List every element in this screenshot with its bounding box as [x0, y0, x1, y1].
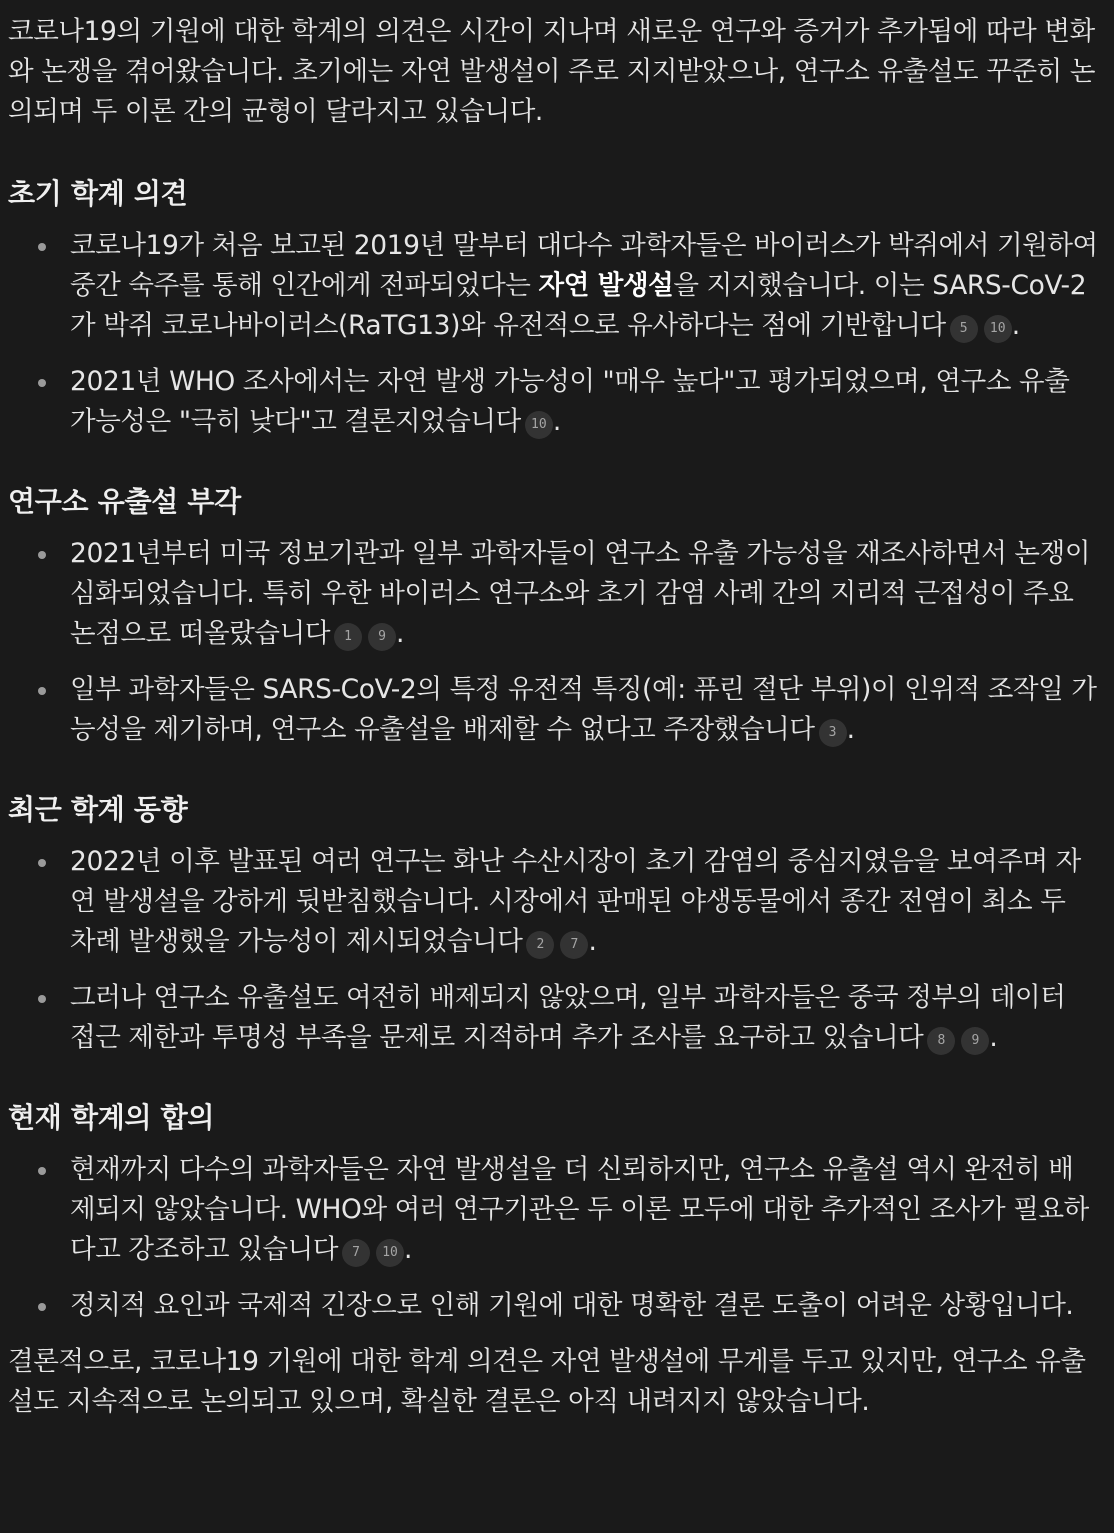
item-text: 그러나 연구소 유출설도 여전히 배제되지 않았으며, 일부 과학자들은 중국 정부의 데이터 접근 제한과 투명성 부족을 문제로 지적하며 추가 조사를 요구하고 있습니다 [70, 982, 1066, 1053]
citation-badge[interactable]: 8 [927, 1027, 955, 1055]
sentence-end: . [404, 1234, 413, 1265]
bold-term: 자연 발생설 [538, 270, 674, 301]
bullet-list [8, 534, 1098, 750]
citation-badge[interactable]: 2 [526, 931, 554, 959]
bullet-list [8, 226, 1098, 442]
section-heading-lab-leak: 연구소 유출설 부각 [8, 485, 241, 518]
sentence-end: . [846, 714, 855, 745]
list-item [8, 362, 1098, 442]
citation-badge[interactable]: 10 [525, 411, 553, 439]
sentence-end: . [588, 926, 597, 957]
list-item [8, 1150, 1098, 1270]
citation-badge[interactable]: 9 [368, 623, 396, 651]
bullet-list [8, 842, 1098, 1058]
sentence-end: . [1011, 310, 1020, 341]
item-text: 2021년 WHO 조사에서는 자연 발생 가능성이 "매우 높다"고 평가되었으며, 연구소 유출 가능성은 "극히 낮다"고 결론지었습니다 [70, 366, 1070, 437]
citation-badge[interactable]: 9 [961, 1027, 989, 1055]
list-item [8, 1286, 1098, 1326]
citation-badge[interactable]: 7 [342, 1239, 370, 1267]
list-item [8, 842, 1098, 962]
sentence-end: . [396, 618, 405, 649]
citation-badge[interactable]: 3 [819, 719, 847, 747]
item-text: 을 지지했습니다. 이는 SARS-CoV-2가 박쥐 코로나바이러스(RaTG13)와 유전적으로 유사하다는 점에 기반합니다 [70, 270, 1087, 341]
item-text: 2022년 이후 발표된 여러 연구는 화난 수산시장이 초기 감염의 중심지였음을 보여주며 자연 발생설을 강하게 뒷받침했습니다. 시장에서 판매된 야생동물에서 종간 전염이 최소 두 차례 발생했을 가능성이 제시되었습니다 [70, 846, 1081, 957]
citation-badge[interactable]: 5 [950, 315, 978, 343]
list-item [8, 670, 1098, 750]
item-text: 2021년부터 미국 정보기관과 일부 과학자들이 연구소 유출 가능성을 재조사하면서 논쟁이 심화되었습니다. 특히 우한 바이러스 연구소와 초기 감염 사례 간의 지리적 근접성이 주요 논점으로 떠올랐습니다 [70, 538, 1091, 649]
section-heading-early-opinion: 초기 학계 의견 [8, 177, 188, 210]
bullet-list [8, 1150, 1098, 1326]
sentence-end: . [552, 406, 561, 437]
citation-badge[interactable]: 10 [376, 1239, 404, 1267]
item-text: 코로나19가 처음 보고된 2019년 말부터 대다수 과학자들은 바이러스가 박쥐에서 기원하여 중간 숙주를 통해 인간에게 전파되었다는 [70, 230, 1098, 301]
item-text: 현재까지 다수의 과학자들은 자연 발생설을 더 신뢰하지만, 연구소 유출설 역시 완전히 배제되지 않았습니다. WHO와 여러 연구기관은 두 이론 모두에 대한 추가적인 조사가 필요하다고 강조하고 있습니다 [70, 1154, 1089, 1265]
citation-badge[interactable]: 10 [984, 315, 1012, 343]
list-item [8, 226, 1098, 346]
item-text: 정치적 요인과 국제적 긴장으로 인해 기원에 대한 명확한 결론 도출이 어려운 상황입니다. [70, 1290, 1074, 1321]
sentence-end: . [989, 1022, 998, 1053]
citation-badge[interactable]: 1 [334, 623, 362, 651]
section-heading-recent-trends: 최근 학계 동향 [8, 793, 188, 826]
citation-badge[interactable]: 7 [560, 931, 588, 959]
list-item [8, 534, 1098, 654]
conclusion-paragraph: 결론적으로, 코로나19 기원에 대한 학계 의견은 자연 발생설에 무게를 두고 있지만, 연구소 유출설도 지속적으로 논의되고 있으며, 확실한 결론은 아직 내려지지 않았습니다. [8, 1346, 1086, 1417]
list-item [8, 978, 1098, 1058]
item-text: 일부 과학자들은 SARS-CoV-2의 특정 유전적 특징(예: 퓨린 절단 부위)이 인위적 조작일 가능성을 제기하며, 연구소 유출설을 배제할 수 없다고 주장했습니다 [70, 674, 1097, 745]
section-heading-current-consensus: 현재 학계의 합의 [8, 1101, 215, 1134]
intro-paragraph: 코로나19의 기원에 대한 학계의 의견은 시간이 지나며 새로운 연구와 증거가 추가됨에 따라 변화와 논쟁을 겪어왔습니다. 초기에는 자연 발생설이 주로 지지받았으나, 연구소 유출설도 꾸준히 논의되며 두 이론 간의 균형이 달라지고 있습니다. [8, 16, 1096, 127]
